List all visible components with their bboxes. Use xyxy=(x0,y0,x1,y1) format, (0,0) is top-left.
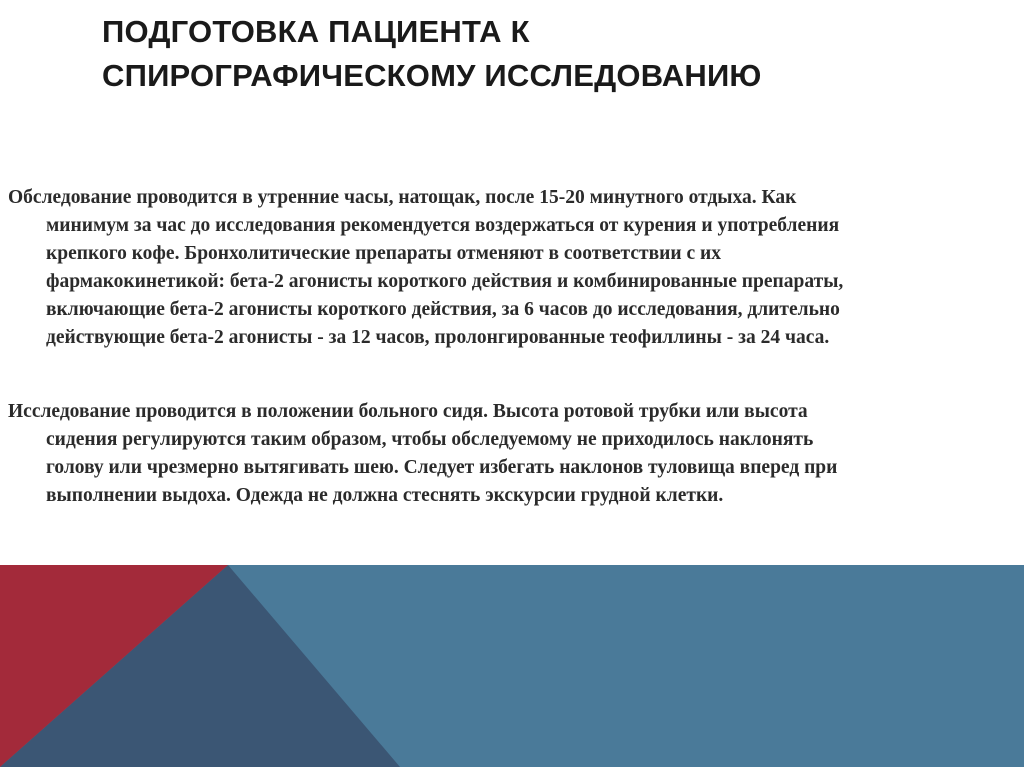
title-line-1: ПОДГОТОВКА ПАЦИЕНТА К xyxy=(102,14,530,49)
paragraph2-line: Исследование проводится в положении больного сидя. Высота ротовой трубки или высота xyxy=(8,401,808,422)
paragraph2-line: голову или чрезмерно вытягивать шею. Следует избегать наклонов туловища вперед при xyxy=(46,457,838,478)
paragraph2-line: выполнении выдоха. Одежда не должна стеснять экскурсии грудной клетки. xyxy=(46,485,724,506)
title-line-2: СПИРОГРАФИЧЕСКОМУ ИССЛЕДОВАНИЮ xyxy=(102,58,762,93)
paragraph1-line: минимум за час до исследования рекомендуется воздержаться от курения и употребления xyxy=(46,215,840,236)
paragraph1-line: включающие бета-2 агонисты короткого действия, за 6 часов до исследования, длительно xyxy=(46,299,840,320)
decorative-band xyxy=(0,565,1024,767)
paragraph2-line: сидения регулируются таким образом, чтобы обследуемому не приходилось наклонять xyxy=(46,429,814,450)
paragraph-position xyxy=(8,398,998,510)
paragraph1-line: крепкого кофе. Бронхолитические препараты отменяют в соответствии с их xyxy=(46,243,721,264)
paragraph1-line: Обследование проводится в утренние часы, натощак, после 15-20 минутного отдыха. Как xyxy=(8,187,797,208)
slide-title xyxy=(102,10,982,98)
paragraph1-line: фармакокинетикой: бета-2 агонисты короткого действия и комбинированные препараты, xyxy=(46,271,844,292)
paragraph1-line: действующие бета-2 агонисты - за 12 часов, пролонгированные теофиллины - за 24 часа. xyxy=(46,327,830,348)
paragraph-preparation xyxy=(8,184,998,352)
